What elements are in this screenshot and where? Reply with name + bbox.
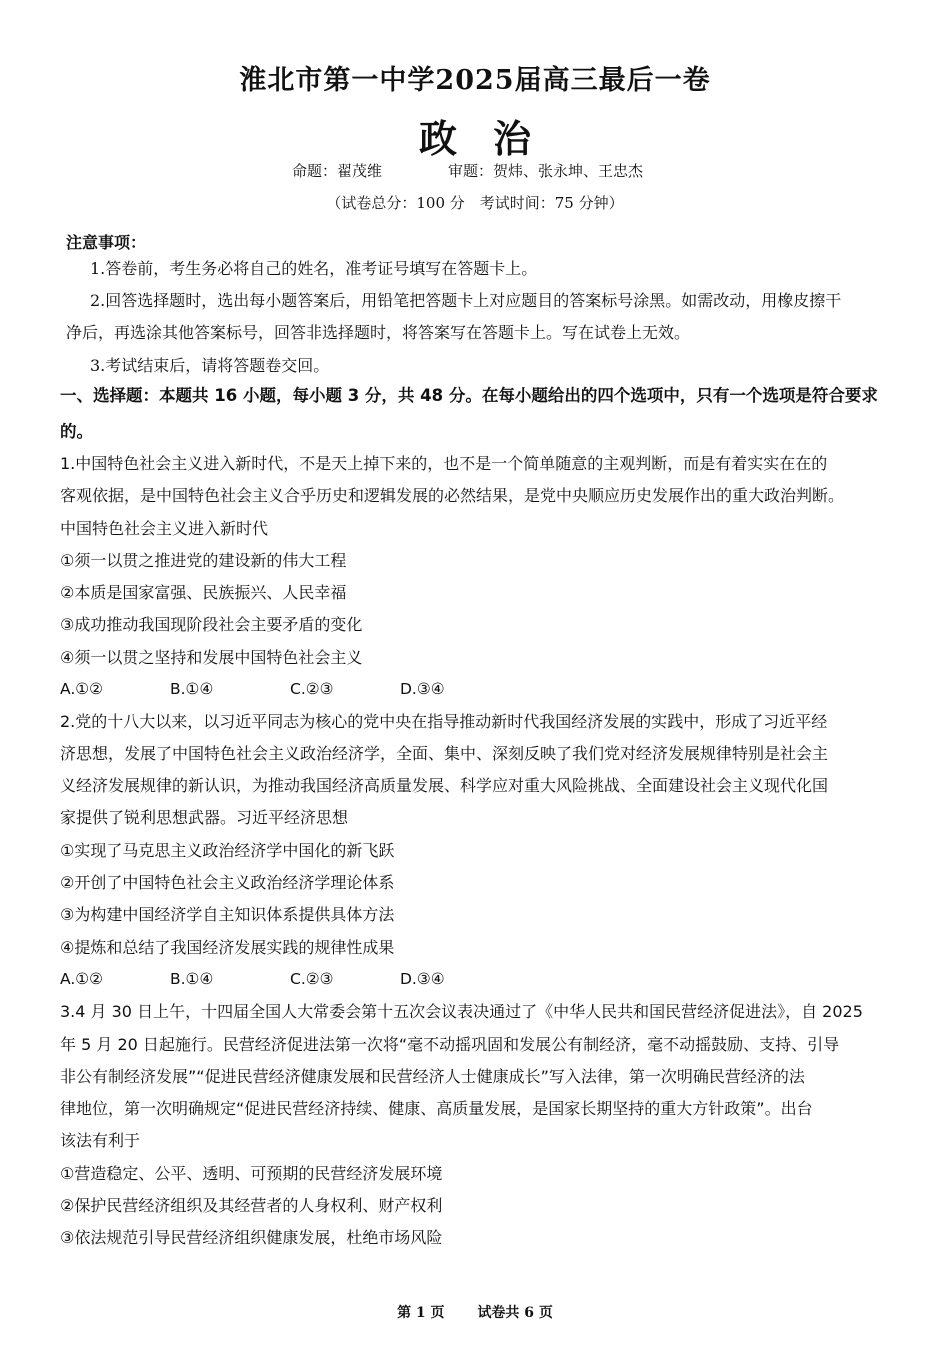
question-1-statement-2: ②本质是国家富强、民族振兴、人民幸福: [60, 583, 347, 602]
reviewer-credit: 审题：贺炜、张永坤、王忠杰: [448, 162, 644, 180]
page-number: 第 1 页: [397, 1305, 445, 1321]
subject-title: 政治: [418, 116, 567, 161]
page-footer: [0, 1302, 950, 1322]
notice-item-1: 1.答卷前，考生务必将自己的姓名，准考证号填写在答题卡上。: [90, 259, 538, 278]
question-3-line-4: 律地位，第一次明确规定“促进民营经济持续、健康、高质量发展，是国家长期坚持的重大方针政策”。出台: [60, 1099, 813, 1118]
question-3-line-3: 非公有制经济发展”“促进民营经济健康发展和民营经济人士健康成长”写入法律，第一次明确民营经济的法: [60, 1067, 805, 1086]
exam-info: （试卷总分：100 分 考试时间：75 分钟）: [326, 194, 624, 212]
question-3-line-2: 年 5 月 20 日起施行。民营经济促进法第一次将“毫不动摇巩固和发展公有制经济，毫不动摇鼓励、支持、引导: [60, 1035, 840, 1054]
question-3-line-1: 3.4 月 30 日上午，十四届全国人大常委会第十五次会议表决通过了《中华人民共和国民营经济促进法》，自 2025: [60, 1002, 863, 1021]
question-1-choice-a: A.①②: [60, 680, 104, 698]
question-2-line-1: 2.党的十八大以来，以习近平同志为核心的党中央在指导推动新时代我国经济发展的实践中，形成了习近平经: [60, 712, 828, 731]
question-2-line-4: 家提供了锐利思想武器。习近平经济思想: [60, 808, 349, 827]
question-1-choice-b: B.①④: [170, 680, 214, 698]
question-2-line-3: 义经济发展规律的新认识，为推动我国经济高质量发展、科学应对重大风险挑战、全面建设社会主义现代化国: [60, 776, 829, 795]
question-1-line-1: 1.中国特色社会主义进入新时代，不是天上掉下来的，也不是一个简单随意的主观判断，而是有着实实在在的: [60, 454, 828, 473]
notice-item-2b: 净后，再选涂其他答案标号，回答非选择题时，将答案写在答题卡上。写在试卷上无效。: [66, 323, 691, 342]
setter-credit: 命题：翟茂维: [292, 162, 383, 180]
question-1-line-2: 客观依据，是中国特色社会主义合乎历史和逻辑发展的必然结果，是党中央顺应历史发展作出的重大政治判断。: [60, 486, 845, 505]
question-2-choice-c: C.②③: [290, 970, 334, 988]
question-1-statement-3: ③成功推动我国现阶段社会主要矛盾的变化: [60, 615, 363, 634]
question-3-statement-1: ①营造稳定、公平、透明、可预期的民营经济发展环境: [60, 1164, 443, 1183]
question-2-statement-4: ④提炼和总结了我国经济发展实践的规律性成果: [60, 938, 395, 957]
question-3-line-5: 该法有利于: [60, 1131, 141, 1150]
question-1-choice-d: D.③④: [400, 680, 445, 698]
page-total: 试卷共 6 页: [477, 1305, 553, 1321]
notice-item-3: 3.考试结束后，请将答题卷交回。: [90, 356, 330, 375]
question-2-choice-a: A.①②: [60, 970, 104, 988]
exam-title: 淮北市第一中学2025届高三最后一卷: [239, 65, 711, 96]
question-2-choice-b: B.①④: [170, 970, 214, 988]
question-2-statement-3: ③为构建中国经济学自主知识体系提供具体方法: [60, 905, 395, 924]
section-heading: 一、选择题：本题共 16 小题，每小题 3 分，共 48 分。在每小题给出的四个选项中，只有一个选项是符合要求: [60, 386, 878, 405]
question-1-choice-c: C.②③: [290, 680, 334, 698]
question-2-choice-d: D.③④: [400, 970, 445, 988]
notice-item-2a: 2.回答选择题时，选出每小题答案后，用铅笔把答题卡上对应题目的答案标号涂黑。如需改动，用橡皮擦干: [90, 291, 842, 310]
question-2-statement-2: ②开创了中国特色社会主义政治经济学理论体系: [60, 873, 395, 892]
question-2-line-2: 济思想，发展了中国特色社会主义政治经济学，全面、集中、深刻反映了我们党对经济发展规律特别是社会主: [60, 744, 829, 763]
question-1-line-3: 中国特色社会主义进入新时代: [60, 519, 269, 538]
notice-heading: 注意事项：: [66, 233, 147, 252]
section-heading-cont: 的。: [60, 422, 93, 441]
question-1-statement-4: ④须一以贯之坚持和发展中国特色社会主义: [60, 648, 363, 667]
question-1-statement-1: ①须一以贯之推进党的建设新的伟大工程: [60, 551, 347, 570]
credits: [0, 160, 950, 184]
question-3-statement-3: ③依法规范引导民营经济组织健康发展，杜绝市场风险: [60, 1228, 443, 1247]
question-2-statement-1: ①实现了马克思主义政治经济学中国化的新飞跃: [60, 841, 395, 860]
question-3-statement-2: ②保护民营经济组织及其经营者的人身权利、财产权利: [60, 1196, 443, 1215]
